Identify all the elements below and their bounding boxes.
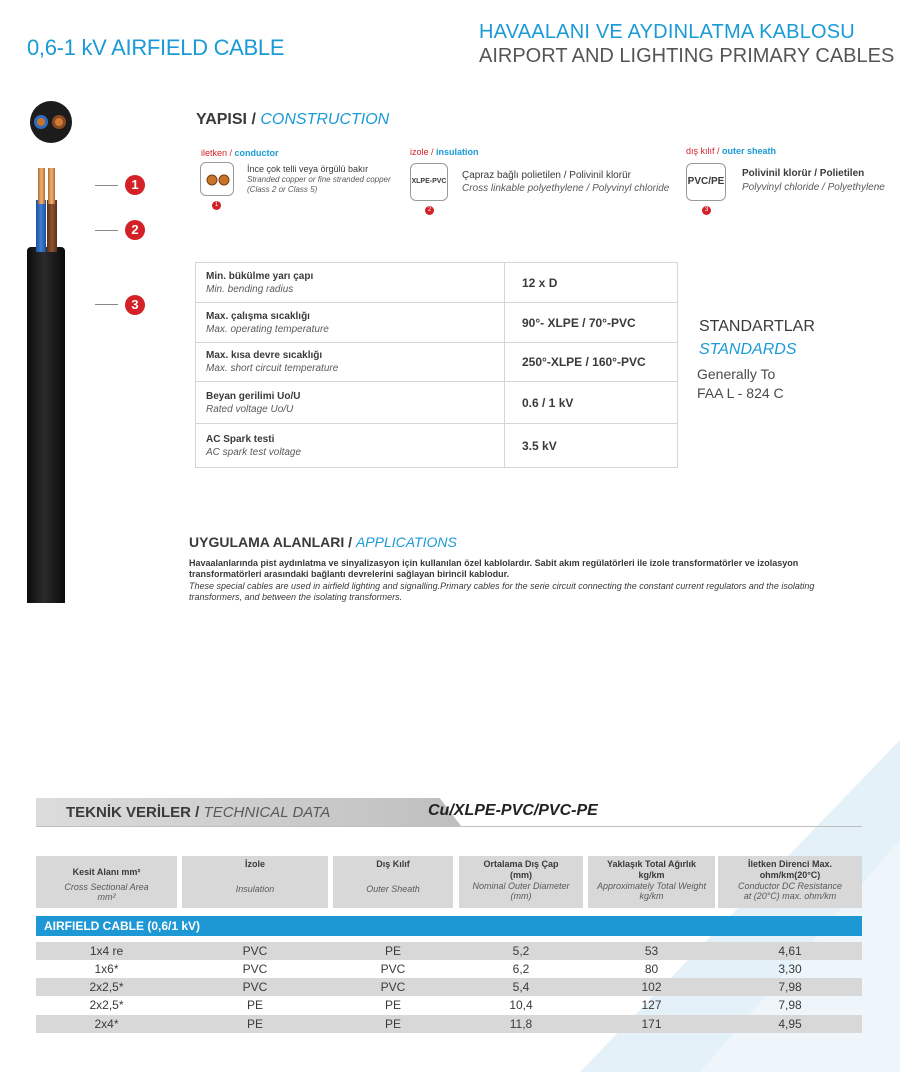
property-value: 12 x D [505, 263, 678, 303]
insulation-desc-en: Cross linkable polyethylene / Polyvinyl chloride [462, 183, 670, 194]
property-value: 90°- XLPE / 70°-PVC [505, 303, 678, 343]
table-cell: PE [246, 1017, 263, 1031]
property-name-en: Max. short circuit temperature [206, 363, 339, 374]
cable-conductor-image [48, 168, 55, 204]
property-value: 250°-XLPE / 160°-PVC [505, 343, 678, 382]
leader-line [95, 185, 118, 186]
property-name-en: Max. operating temperature [206, 323, 329, 335]
cable-type-code: Cu/XLPE-PVC/PVC-PE [428, 802, 598, 819]
technical-table-header [36, 856, 862, 908]
sheath-number-badge: 3 [702, 206, 711, 215]
table-cell: 3,30 [778, 962, 802, 976]
column-header: İzole Insulation [182, 856, 328, 908]
table-cell: PE [246, 998, 263, 1012]
conductor-icon [200, 162, 234, 196]
applications-text-tr: Havaalanlarında pist aydınlatma ve sinyalizasyon için kullanılan özel kablolardır. Sabit akım regülatörleri ile izole transformatörler ve izolasyon transformatörleri arasındaki bağlantı devrelerini sağlayan birincil kablodur. [189, 558, 799, 579]
conductor-label: iletken / conductor [201, 148, 279, 158]
table-cell: PE [384, 998, 401, 1012]
table-cell: PVC [242, 980, 268, 994]
property-name-tr: Max. kısa devre sıcaklığı [206, 350, 323, 361]
table-row [36, 978, 862, 996]
table-cell: 5,4 [512, 980, 530, 994]
property-row [196, 424, 678, 468]
insulation-number-badge: 2 [425, 206, 434, 215]
column-header: İletken Direnci Max. ohm/km(20°C) Conductor DC Resistance at (20°C) max. ohm/km [718, 856, 862, 908]
leader-line [95, 230, 118, 231]
conductor-number-badge: 1 [212, 201, 221, 210]
table-cell: PVC [380, 962, 406, 976]
table-cell: 102 [641, 980, 662, 994]
column-header: Kesit Alanı mm² Cross Sectional Area mm² [36, 856, 177, 908]
table-row [36, 1015, 862, 1033]
table-cell: PE [384, 944, 401, 958]
property-row [196, 263, 678, 303]
table-cell: 10,4 [509, 998, 533, 1012]
technical-heading: TEKNİK VERİLER / TECHNICAL DATA [66, 804, 331, 821]
property-row [196, 303, 678, 343]
cable-insulation-blue-image [36, 200, 46, 252]
property-value: 3.5 kV [505, 424, 678, 468]
property-name-tr: Beyan gerilimi Uo/U [206, 390, 301, 402]
table-row [36, 996, 862, 1014]
marker-badge-1: 1 [125, 175, 145, 195]
property-value: 0.6 / 1 kV [505, 382, 678, 424]
leader-line [95, 304, 118, 305]
table-cell: PVC [242, 944, 268, 958]
cable-cross-section-image [30, 101, 72, 143]
sheath-desc-tr: Polivinil klorür / Polietilen [742, 168, 865, 179]
sheath-icon: PVC/PE [686, 163, 726, 201]
property-row [196, 343, 678, 382]
table-cell: 7,98 [778, 998, 802, 1012]
table-cell: 4,61 [778, 944, 802, 958]
table-cell: PE [384, 1017, 401, 1031]
cable-outer-sheath-image [27, 247, 65, 603]
table-cell: 2x2,5* [89, 980, 124, 994]
table-cell: 127 [641, 998, 662, 1012]
insulation-label: izole / insulation [410, 147, 479, 157]
standards-heading-en: STANDARDS [699, 341, 797, 358]
properties-table [195, 262, 678, 468]
standards-line-1: Generally To [697, 366, 776, 382]
table-cell: 80 [644, 962, 659, 976]
table-cell: PVC [380, 980, 406, 994]
marker-badge-3: 3 [125, 295, 145, 315]
table-cell: 2x4* [94, 1017, 119, 1031]
table-cell: 5,2 [512, 944, 530, 958]
applications-heading: UYGULAMA ALANLARI / APPLICATIONS [189, 534, 457, 550]
table-cell: 6,2 [512, 962, 530, 976]
insulation-desc-tr: Çapraz bağlı polietilen / Polivinil klorür [462, 170, 631, 181]
cable-conductor-image [38, 168, 45, 204]
table-cell: 1x4 re [89, 944, 124, 958]
construction-heading: YAPISI / CONSTRUCTION [196, 111, 390, 128]
table-cell: 11,8 [509, 1017, 533, 1031]
table-cell: 4,95 [778, 1017, 802, 1031]
table-row [36, 960, 862, 978]
property-name-en: Rated voltage Uo/U [206, 403, 294, 415]
property-name-tr: Max. çalışma sıcaklığı [206, 310, 310, 322]
category-title-en: AIRPORT AND LIGHTING PRIMARY CABLES [479, 45, 895, 67]
table-cell: 1x6* [94, 962, 119, 976]
conductor-desc-en-class: (Class 2 or Class 5) [247, 185, 318, 194]
table-row [36, 942, 862, 960]
property-row [196, 382, 678, 424]
category-row: AIRFIELD CABLE (0,6/1 kV) [36, 916, 862, 936]
property-name-tr: Min. bükülme yarı çapı [206, 270, 314, 282]
conductor-desc-en: Stranded copper or fine stranded copper [247, 175, 391, 184]
sheath-desc-en: Polyvinyl chloride / Polyethylene [742, 182, 885, 193]
column-header: Dış Kılıf Outer Sheath [333, 856, 453, 908]
table-cell: 171 [641, 1017, 662, 1031]
table-cell: 53 [644, 944, 659, 958]
sheath-label: dış kılıf / outer sheath [686, 146, 777, 156]
category-title-tr: HAVAALANI VE AYDINLATMA KABLOSU [479, 21, 855, 43]
conductor-desc-tr: İnce çok telli veya örgülü bakır [247, 164, 369, 174]
standards-heading-tr: STANDARTLAR [699, 318, 815, 335]
table-cell: 7,98 [778, 980, 802, 994]
property-name-tr: AC Spark testi [206, 433, 275, 445]
table-cell: PVC [242, 962, 268, 976]
cable-insulation-brown-image [47, 200, 57, 252]
divider [36, 826, 862, 827]
property-name-en: AC spark test voltage [206, 446, 302, 458]
column-header: Yaklaşık Total Ağırlık kg/km Approximately Total Weight kg/km [588, 856, 715, 908]
page-title: 0,6-1 kV AIRFIELD CABLE [27, 35, 285, 60]
marker-badge-2: 2 [125, 220, 145, 240]
property-name-en: Min. bending radius [206, 283, 294, 295]
applications-text-en: These special cables are used in airfield lighting and signalling.Primary cables for the serie circuit connecting the constant current regulators and the isolating transformers, and between the isolating transformers. [189, 581, 815, 602]
insulation-icon: XLPE-PVC [410, 163, 448, 201]
column-header: Ortalama Dış Çap (mm) Nominal Outer Diameter (mm) [459, 856, 583, 908]
table-cell: 2x2,5* [89, 998, 124, 1012]
standards-line-2: FAA L - 824 C [697, 385, 784, 401]
